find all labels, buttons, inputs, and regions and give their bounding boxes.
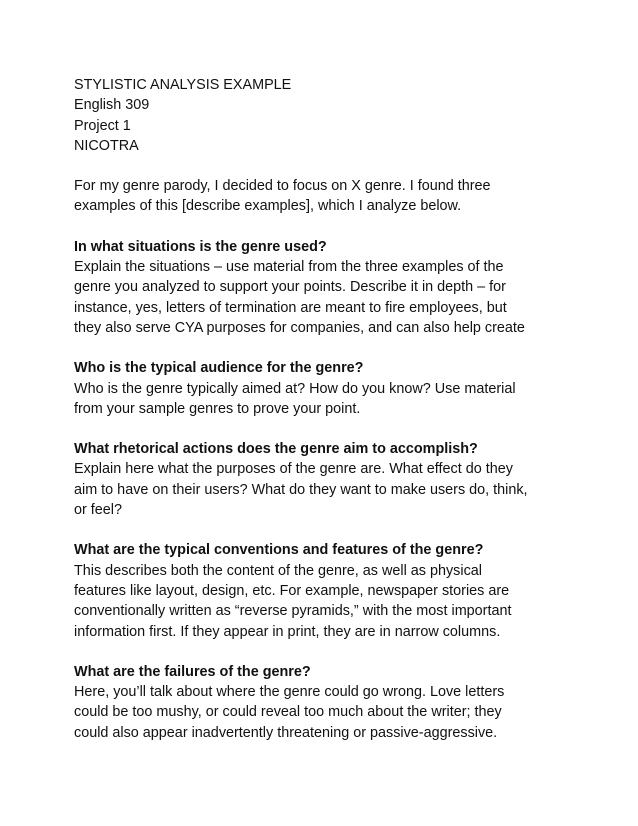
- section-line: Explain the situations – use material from the three examples of the: [74, 259, 504, 276]
- section-line: could also appear inadvertently threatening or passive-aggressive.: [74, 724, 498, 741]
- section-conventions: [74, 540, 574, 641]
- section-line: conventionally written as “reverse pyramids,” with the most important: [74, 603, 512, 620]
- section-line: Here, you’ll talk about where the genre could go wrong. Love letters: [74, 684, 505, 701]
- intro-line: examples of this [describe examples], which I analyze below.: [74, 198, 462, 215]
- intro-paragraph: [74, 176, 574, 217]
- section-audience: [74, 358, 574, 419]
- section-question: What are the typical conventions and features of the genre?: [74, 542, 484, 559]
- section-question: Who is the typical audience for the genre?: [74, 360, 364, 377]
- section-question: What rhetorical actions does the genre aim to accomplish?: [74, 441, 478, 458]
- section-line: information first. If they appear in print, they are in narrow columns.: [74, 623, 501, 640]
- section-line: aim to have on their users? What do they want to make users do, think,: [74, 481, 528, 498]
- section-situations: [74, 237, 574, 338]
- section-question: What are the failures of the genre?: [74, 663, 311, 680]
- section-question: In what situations is the genre used?: [74, 238, 327, 255]
- intro-line: For my genre parody, I decided to focus on X genre. I found three: [74, 178, 491, 195]
- document-page: [74, 75, 574, 763]
- section-line: This describes both the content of the genre, as well as physical: [74, 562, 482, 579]
- section-line: Explain here what the purposes of the genre are. What effect do they: [74, 461, 513, 478]
- section-line: instance, yes, letters of termination are meant to fire employees, but: [74, 299, 507, 316]
- course-name: English 309: [74, 97, 150, 114]
- section-failures: [74, 662, 574, 743]
- author-name: NICOTRA: [74, 137, 139, 154]
- section-line: features like layout, design, etc. For example, newspaper stories are: [74, 582, 510, 599]
- section-line: genre you analyzed to support your points. Describe it in depth – for: [74, 279, 506, 296]
- document-header: [74, 75, 574, 156]
- section-line: Who is the genre typically aimed at? How do you know? Use material: [74, 380, 516, 397]
- section-rhetorical-actions: [74, 439, 574, 520]
- section-line: from your sample genres to prove your point.: [74, 400, 361, 417]
- project-name: Project 1: [74, 117, 131, 134]
- section-line: or feel?: [74, 502, 122, 519]
- section-line: they also serve CYA purposes for companies, and can also help create: [74, 319, 525, 336]
- document-title: STYLISTIC ANALYSIS EXAMPLE: [74, 77, 292, 93]
- section-line: could be too mushy, or could reveal too much about the writer; they: [74, 704, 502, 721]
